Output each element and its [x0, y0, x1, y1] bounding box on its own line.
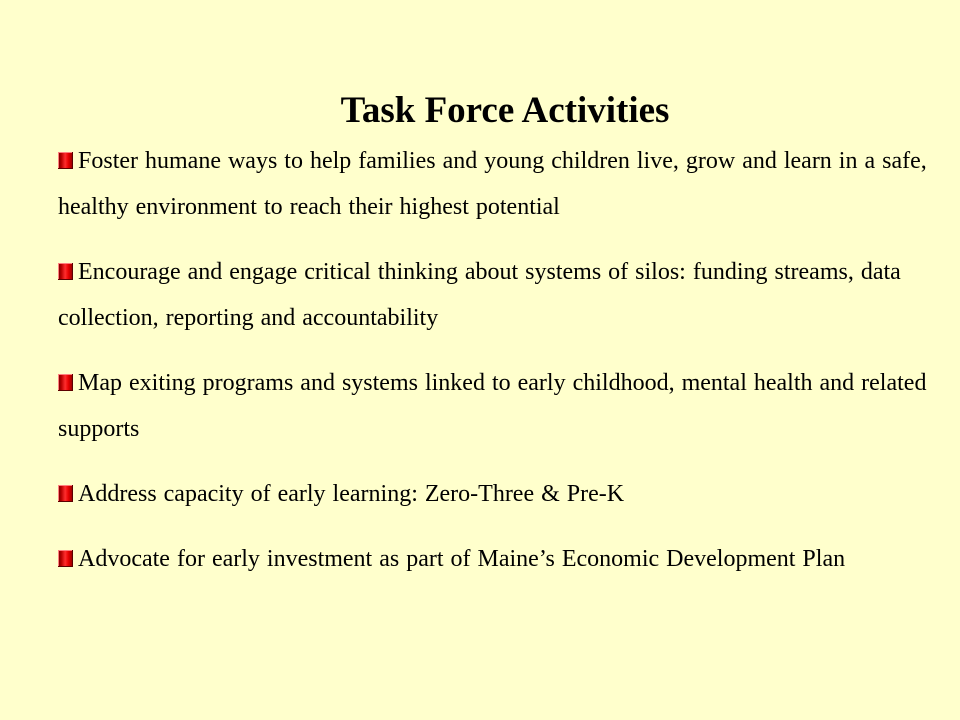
red-square-bullet-icon — [58, 374, 73, 391]
bullet-text: Advocate for early investment as part of Maine’s Economic Development Plan — [78, 546, 846, 572]
bullet-item — [58, 249, 943, 341]
bullet-text: Encourage and engage critical thinking about systems of silos: funding streams, data collection, reporting and accountability — [58, 259, 901, 331]
red-square-bullet-icon — [58, 485, 73, 502]
bullet-item — [58, 471, 943, 517]
bullet-item — [58, 138, 943, 230]
red-square-bullet-icon — [58, 263, 73, 280]
bullet-list — [58, 138, 943, 582]
bullet-text: Address capacity of early learning: Zero-Three & Pre-K — [78, 481, 625, 507]
bullet-text: Map exiting programs and systems linked to early childhood, mental health and related supports — [58, 370, 927, 442]
slide-title: Task Force Activities — [340, 89, 670, 131]
red-square-bullet-icon — [58, 550, 73, 567]
bullet-text: Foster humane ways to help families and young children live, grow and learn in a safe, healthy environment to reach their highest potential — [58, 148, 927, 220]
red-square-bullet-icon — [58, 152, 73, 169]
bullet-item — [58, 360, 943, 452]
bullet-item — [58, 536, 943, 582]
